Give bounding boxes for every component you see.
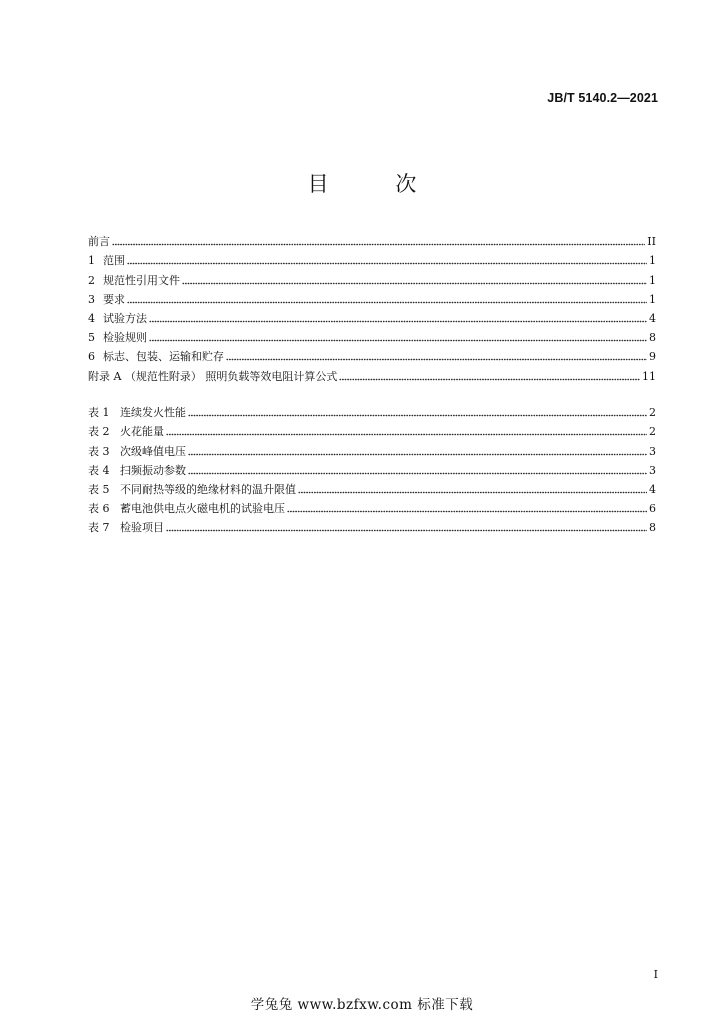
toc-entry-number: 2 [88,273,95,287]
toc-table-entry-5[interactable] [88,478,656,497]
toc-leader-dots [112,243,645,246]
toc-entry-text: 检验项目 [120,521,164,535]
toc-entry-number: 表 6 [88,502,110,516]
toc-entry-page: 11 [642,369,656,383]
toc-entry-text: 试验方法 [103,311,147,325]
toc-entry-number: 表 3 [88,444,110,458]
toc-entry-2[interactable] [88,268,656,287]
toc-leader-dots [287,510,647,513]
toc-entry-text: 范围 [103,254,125,268]
toc-entry-text: 蓄电池供电点火磁电机的试验电压 [120,502,285,516]
toc-entry-number: 1 [88,254,95,268]
toc-leader-dots [188,453,647,456]
toc-table-entry-4[interactable] [88,459,656,478]
toc-entry-page: 1 [649,273,656,287]
footer-watermark-text: 学兔兔 www.bzfxw.com 标准下载 [250,997,474,1013]
toc-entry-text: 扫频振动参数 [120,463,186,477]
toc-entry-text: 要求 [103,292,125,306]
toc-leader-dots [149,320,647,323]
toc-entry-page: 4 [649,482,656,496]
toc-entry-page: 3 [649,444,656,458]
toc-entry-page: 9 [649,350,656,364]
toc-table-entry-2[interactable] [88,420,656,439]
toc-entry-5[interactable] [88,326,656,345]
toc-entry-6[interactable] [88,345,656,364]
toc-leader-dots [149,339,647,342]
toc-entry-number: 表 1 [88,406,110,420]
toc-leader-dots [127,262,647,265]
toc-entry-3[interactable] [88,288,656,307]
toc-entry-4[interactable] [88,307,656,326]
toc-entry-text: 标志、包装、运输和贮存 [103,350,224,364]
toc-table-entry-7[interactable] [88,516,656,535]
toc-entry-1[interactable] [88,249,656,268]
toc-leader-dots [339,378,640,381]
toc-leader-dots [188,472,647,475]
toc-title: 目 次 [307,172,447,196]
toc-entry-page: II [647,235,656,249]
toc-entry-page: 1 [649,254,656,268]
toc-entry-number: 4 [88,311,95,325]
toc-entry-page: 2 [649,425,656,439]
toc-entry-number: 表 4 [88,463,110,477]
toc-leader-dots [226,358,647,361]
toc-entry-page: 3 [649,463,656,477]
toc-leader-dots [182,282,647,285]
toc-entry-appendix-a[interactable] [88,364,656,383]
toc-entry-text: 不同耐热等级的绝缘材料的温升限值 [120,482,296,496]
toc-entry-text: 规范性引用文件 [103,273,180,287]
toc-entry-number: 5 [88,331,95,345]
toc-table-list [88,401,656,535]
toc-entry-page: 8 [649,331,656,345]
toc-entry-text: 次级峰值电压 [120,444,186,458]
toc-entry-number: 3 [88,292,95,306]
toc-entry-number: 表 7 [88,521,110,535]
toc-entry-text: 连续发火性能 [120,406,186,420]
page-number: I [653,968,658,981]
toc-leader-dots [188,414,647,417]
toc-entry-page: 6 [649,502,656,516]
toc-entry-page: 4 [649,311,656,325]
toc-entry-page: 8 [649,521,656,535]
toc-leader-dots [298,491,647,494]
toc-chapter-list [88,230,656,384]
toc-leader-dots [127,301,647,304]
toc-table-entry-1[interactable] [88,401,656,420]
toc-leader-dots [166,529,647,532]
toc-entry-text: 火花能量 [120,425,164,439]
toc-entry-number: 6 [88,350,95,364]
toc-entry-page: 2 [649,406,656,420]
toc-table-entry-3[interactable] [88,439,656,458]
toc-entry-text: 前言 [88,235,110,249]
standard-number: JB/T 5140.2—2021 [547,91,658,105]
toc-entry-number: 表 2 [88,425,110,439]
toc-entry-foreword[interactable] [88,230,656,249]
toc-entry-text: 检验规则 [103,331,147,345]
toc-entry-text: 附录 A （规范性附录） 照明负载等效电阻计算公式 [88,369,338,383]
toc-table-entry-6[interactable] [88,497,656,516]
toc-entry-page: 1 [649,292,656,306]
toc-leader-dots [166,433,647,436]
toc-entry-number: 表 5 [88,482,110,496]
